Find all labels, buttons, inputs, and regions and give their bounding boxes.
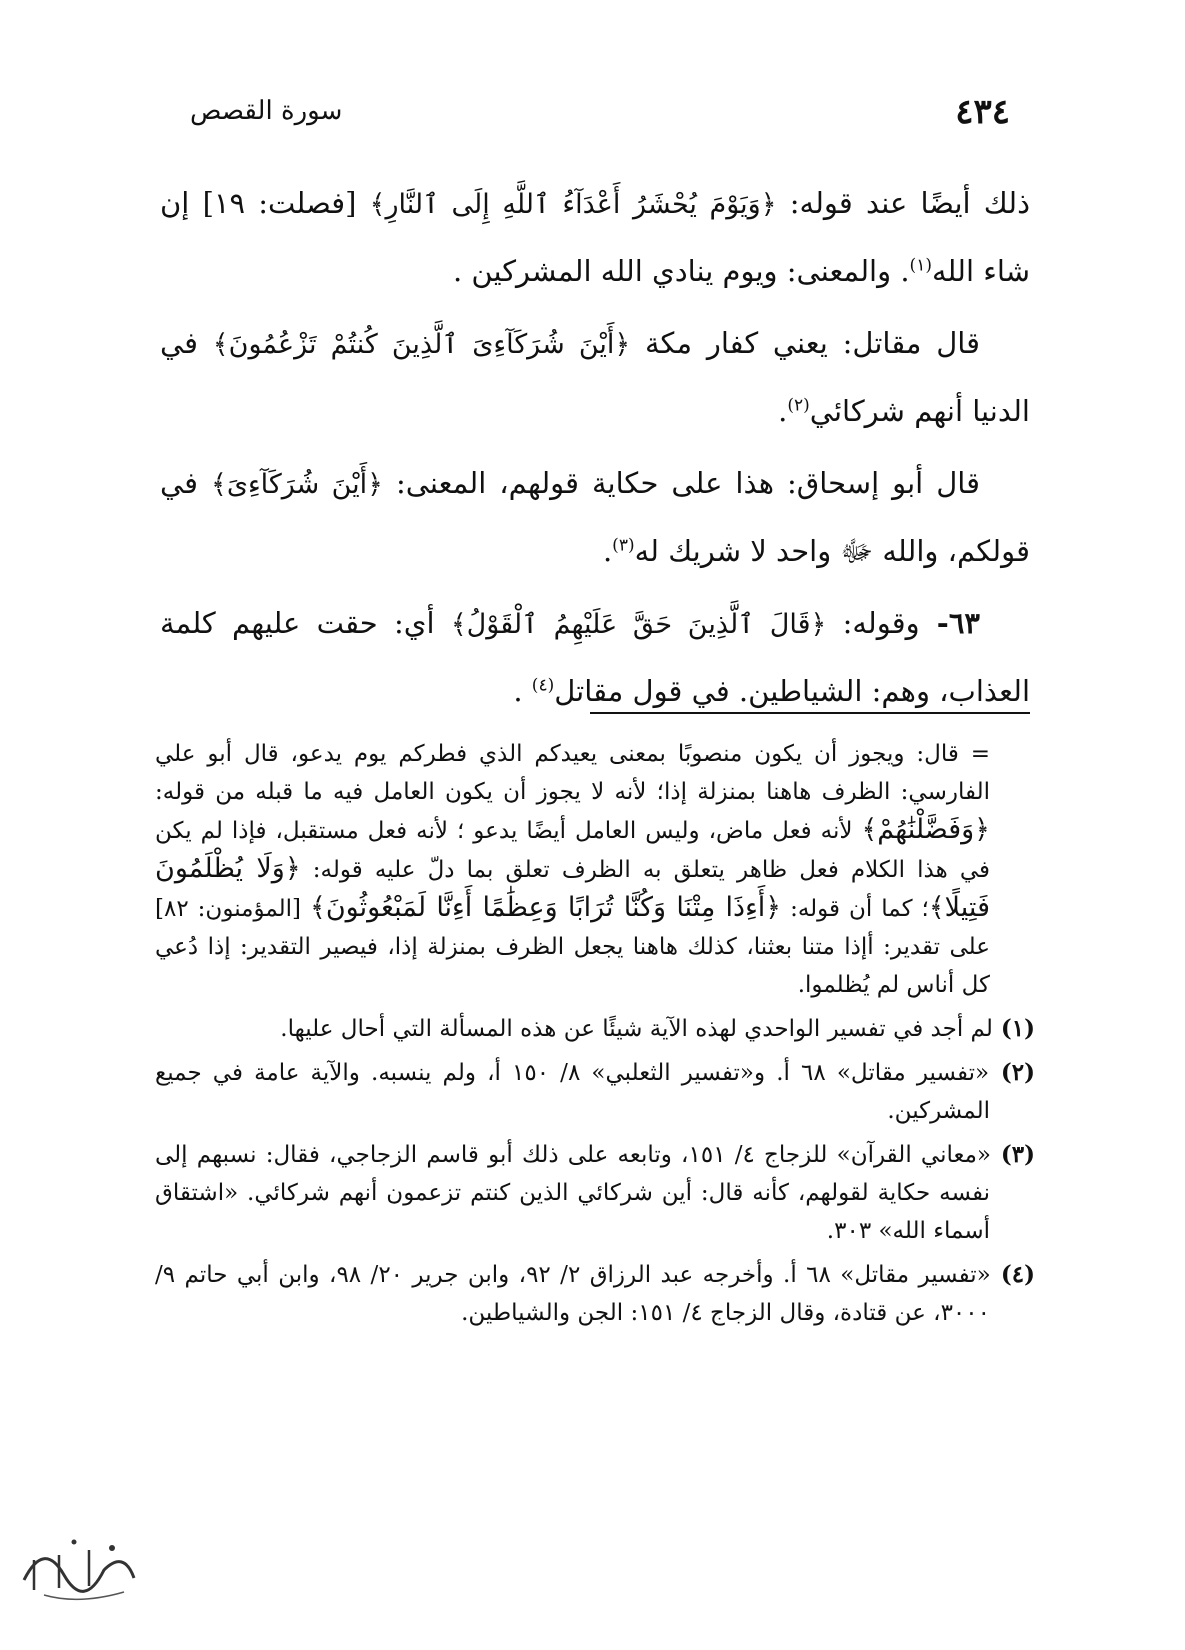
quran-verse: ﴿قَالَ ٱلَّذِينَ حَقَّ عَلَيْهِمُ ٱلْقَوْلُ﴾ (450, 609, 827, 640)
quran-verse: ﴿وَيَوْمَ يُحْشَرُ أَعْدَآءُ ٱللَّهِ إِلَى ٱلنَّارِ﴾ (369, 189, 777, 220)
footnotes (155, 735, 1035, 1338)
footnote-marker: (٤) (990, 1261, 1035, 1288)
text-run: [فصلت: ١٩] إن شاء الله (160, 186, 1030, 288)
text-run: قال مقاتل: يعني كفار مكة (630, 326, 980, 360)
main-text (160, 170, 1030, 730)
footnote-text: لم أجد في تفسير الواحدي لهذه الآية شيئًا عن هذه المسألة التي أحال عليها. (280, 1016, 993, 1042)
text-run: وقوله: (826, 606, 920, 640)
surah-title: سورة القصص (190, 96, 343, 126)
text-run: . (602, 534, 613, 568)
quran-verse: ﴿أَيْنَ شُرَكَآءِىَ ٱلَّذِينَ كُنتُمْ تَزْعُمُونَ﴾ (212, 329, 631, 360)
footnote-text: «معاني القرآن» للزجاج ٤/ ١٥١، وتابعه على ذلك أبو قاسم الزجاجي، فقال: نسبهم إلى نفسه حكاية لقولهم، كأنه قال: أين شركائي الذين كنتم تزعمون أنهم شركائي. «اشتقاق أسماء الله» ٣٠٣. (155, 1142, 991, 1244)
footnote-text: «تفسير مقاتل» ٦٨ أ. وأخرجه عبد الرزاق ٢/ ٩٢، وابن جرير ٢٠/ ٩٨، وابن أبي حاتم ٩/ ٣٠٠٠، عن قتادة، وقال الزجاج ٤/ ١٥١: الجن والشياطين. (155, 1262, 991, 1326)
paragraph-1 (160, 170, 1030, 304)
text-run: . والمعنى: ويوم ينادي الله المشركين . (452, 254, 910, 288)
text-run: في الدنيا أنهم شركائي (160, 326, 1030, 428)
footnote-4 (155, 1256, 1035, 1332)
text-run: ذلك أيضًا عند قوله: (776, 186, 1030, 220)
footnote-3 (155, 1136, 1035, 1250)
footnote-1 (155, 1010, 1035, 1048)
quran-verse: ﴿أَءِذَا مِتْنَا وَكُنَّا تُرَابًا وَعِظَٰمًا أَءِنَّا لَمَبْعُوثُونَ﴾ (310, 892, 782, 923)
footnote-marker: (١) (992, 1015, 1035, 1042)
footnote-marker: (٢) (989, 1059, 1036, 1086)
page-header (190, 92, 1010, 142)
footnote-text: «تفسير مقاتل» ٦٨ أ. و«تفسير الثعلبي» ٨/ ١٥٠ أ، ولم ينسبه. والآية عامة في جميع المشركين. (155, 1060, 990, 1124)
page-number: ٤٣٤ (955, 92, 1010, 132)
quran-verse: ﴿وَلَا يُظْلَمُونَ فَتِيلًا﴾ (155, 853, 990, 923)
text-run: = قال: ويجوز أن يكون منصوبًا بمعنى يعيدكم الذي فطركم يوم يدعو، قال أبو علي الفارسي: الظرف هاهنا بمنزلة إذا؛ لأنه لا يجوز أن يكون العامل فيه ما قبله من قوله: (155, 741, 990, 805)
verse-number: ٦٣- (919, 606, 980, 640)
footnote-ref[interactable]: (٢) (787, 395, 810, 416)
footnote-2 (155, 1054, 1035, 1130)
paragraph-4 (160, 590, 1030, 724)
text-run: ؛ كما أن قوله: (781, 896, 929, 922)
footnote-marker: (٣) (990, 1141, 1036, 1168)
footnote-continuation (155, 735, 1035, 1004)
footnote-divider (590, 712, 1030, 714)
text-run: أي: حقت عليهم كلمة العذاب، وهم: الشياطين. في قول مقاتل (160, 606, 1030, 708)
text-run: [المؤمنون: ٨٢] على تقدير: أإذا متنا بعثنا، كذلك هاهنا يجعل الظرف بمنزلة إذا، فيصير التقدير: إذا دُعي كل أناس لم يُظلموا. (155, 896, 990, 998)
text-run: . (778, 394, 788, 428)
text-run: لأنه فعل ماض، وليس العامل أيضًا يدعو ؛ لأنه فعل مستقبل، فإذا لم يكن في هذا الكلام فعل ظاهر يتعلق به الظرف تعلق بما دلّ عليه قوله: (155, 818, 990, 883)
quran-verse: ﴿أَيْنَ شُرَكَآءِىَ﴾ (211, 469, 383, 500)
text-run: قال أبو إسحاق: هذا على حكاية قولهم، المعنى: (383, 466, 980, 500)
footnote-ref[interactable]: (٤) (531, 675, 555, 696)
footnote-ref[interactable]: (١) (909, 255, 932, 276)
quran-verse: ﴿وَفَضَّلْنَٰهُمْ﴾ (861, 814, 990, 845)
footnote-ref[interactable]: (٣) (612, 535, 635, 556)
watermark-logo (14, 1520, 144, 1610)
paragraph-3 (160, 450, 1030, 584)
text-run: . (513, 674, 532, 708)
text-run: في قولكم، والله ﷻ واحد لا شريك له (160, 466, 1030, 568)
paragraph-2 (160, 310, 1030, 444)
